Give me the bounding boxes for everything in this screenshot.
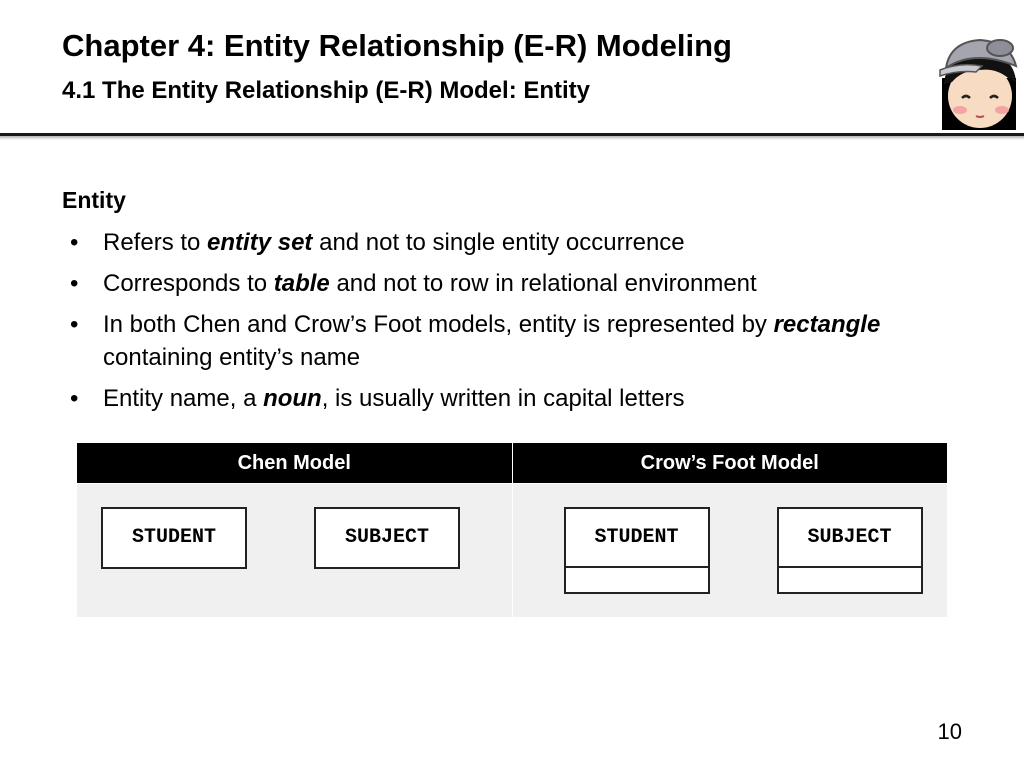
section-heading: Entity [62, 187, 126, 213]
emphasis-text: table [273, 270, 330, 297]
crows-foot-entity-box [564, 507, 710, 594]
entity-name: STUDENT [594, 526, 679, 549]
chen-entity-rectangle [101, 507, 247, 569]
bullet-icon: • [70, 229, 79, 256]
emphasis-text: rectangle [773, 311, 881, 338]
column-header-chen: Chen Model [77, 443, 512, 484]
avatar-icon [936, 38, 1022, 130]
chen-entity-rectangle [314, 507, 460, 569]
bullet-icon: • [70, 270, 79, 297]
bullet-item: • In both Chen and Crow’s Foot models, entity is represented by rectangle containing entity’s name [62, 308, 962, 374]
crows-foot-model-cell [512, 484, 947, 618]
crows-foot-entity-box [777, 507, 923, 594]
header-divider-shadow [0, 136, 1024, 140]
entity-attribute-section [779, 566, 921, 592]
slide-subtitle: 4.1 The Entity Relationship (E-R) Model: Entity [62, 77, 591, 104]
model-comparison-table [77, 443, 947, 617]
entity-attribute-section [566, 566, 708, 592]
bullet-icon: • [70, 311, 79, 338]
column-header-crows-foot: Crow’s Foot Model [512, 443, 947, 484]
bullet-list [62, 226, 962, 423]
bullet-item: • Corresponds to table and not to row in relational environment [62, 267, 962, 300]
entity-name: SUBJECT [807, 526, 892, 549]
entity-name: STUDENT [131, 526, 216, 549]
bullet-item: • Entity name, a noun, is usually written in capital letters [62, 382, 962, 415]
emphasis-text: entity set [207, 229, 313, 256]
bullet-icon: • [70, 385, 79, 412]
entity-name: SUBJECT [344, 526, 429, 549]
page-number: 10 [937, 719, 962, 744]
bullet-item: • Refers to entity set and not to single entity occurrence [62, 226, 962, 259]
slide-title: Chapter 4: Entity Relationship (E-R) Modeling [62, 28, 732, 63]
chen-model-cell [77, 484, 512, 618]
emphasis-text: noun [263, 385, 322, 412]
